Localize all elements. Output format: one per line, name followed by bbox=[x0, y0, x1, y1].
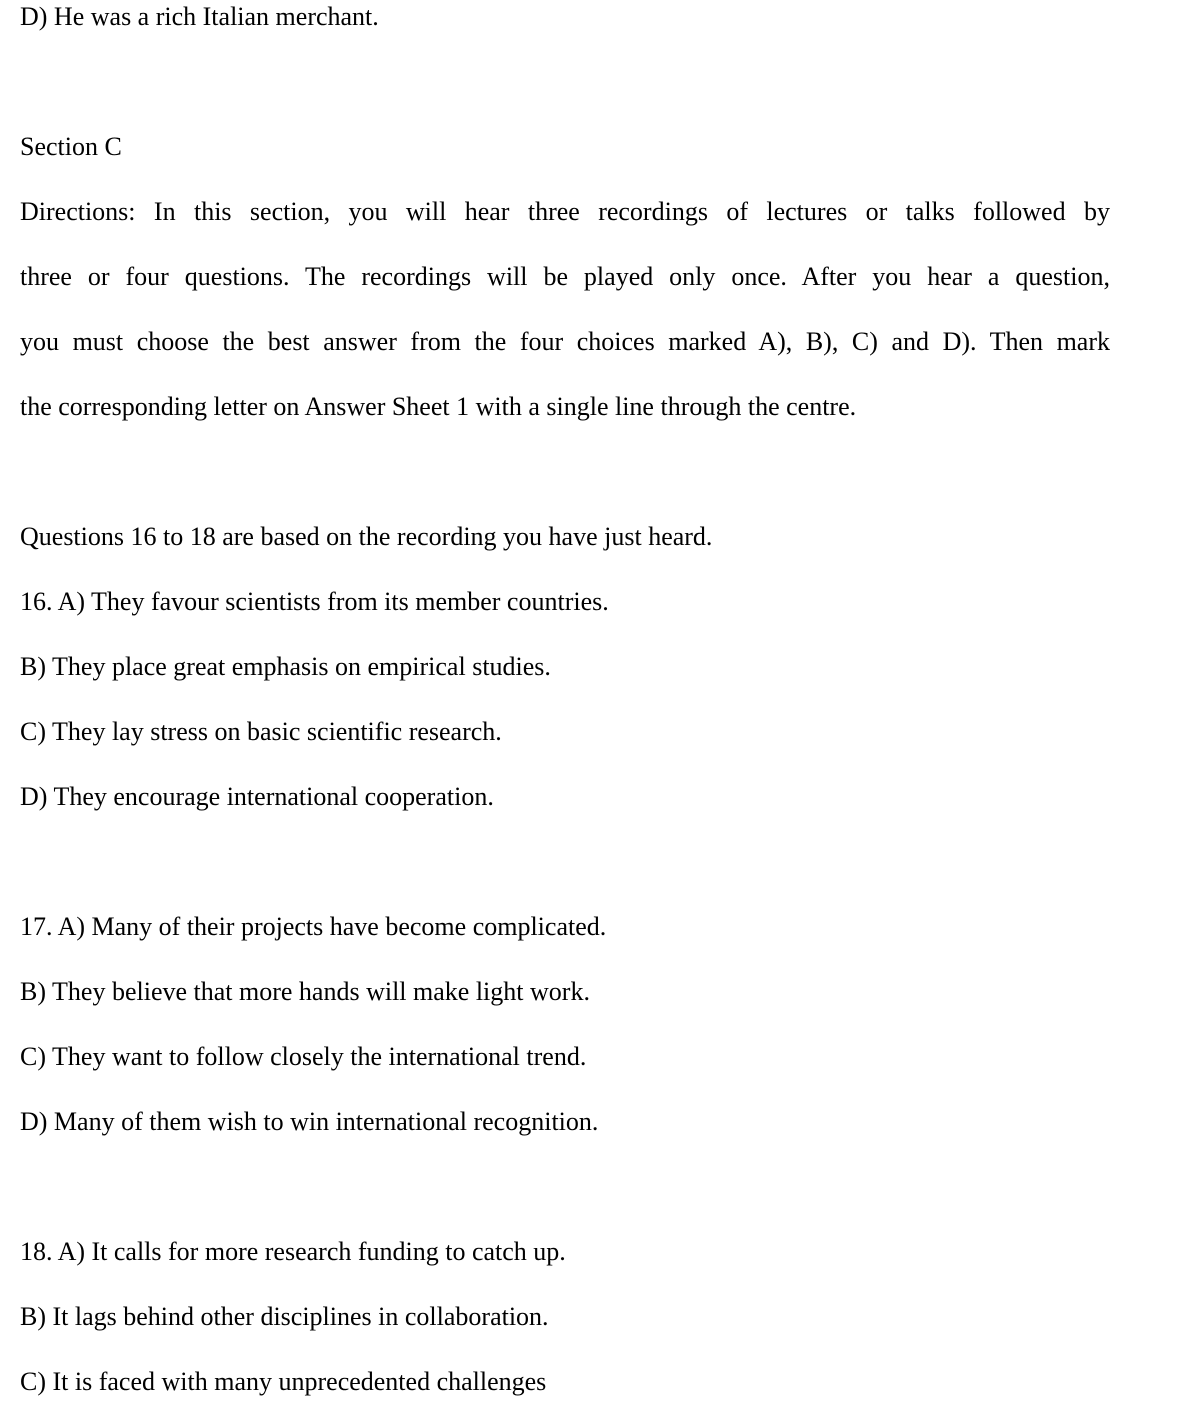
section-title: Section C bbox=[20, 132, 122, 161]
option-a: 16. A) They favour scientists from its member countries. bbox=[20, 587, 609, 616]
questions-intro: Questions 16 to 18 are based on the recording you have just heard. bbox=[20, 522, 713, 551]
option-a: 17. A) Many of their projects have become complicated. bbox=[20, 912, 607, 941]
option-b: B) They place great emphasis on empirical studies. bbox=[20, 652, 551, 681]
directions-line: Directions: In this section, you will hear three recordings of lectures or talks followed by bbox=[20, 197, 1110, 226]
directions-line: you must choose the best answer from the four choices marked A), B), C) and D). Then mark bbox=[20, 327, 1110, 356]
option-c: C) They want to follow closely the international trend. bbox=[20, 1042, 587, 1071]
option-b: B) They believe that more hands will make light work. bbox=[20, 977, 590, 1006]
option-d: D) They encourage international cooperation. bbox=[20, 782, 494, 811]
option-d: D) Many of them wish to win international recognition. bbox=[20, 1107, 599, 1136]
directions-line: three or four questions. The recordings will be played only once. After you hear a question, bbox=[20, 262, 1110, 291]
option-c: C) It is faced with many unprecedented challenges bbox=[20, 1367, 547, 1396]
option-c: C) They lay stress on basic scientific research. bbox=[20, 717, 502, 746]
option-b: B) It lags behind other disciplines in collaboration. bbox=[20, 1302, 549, 1331]
directions-line: the corresponding letter on Answer Sheet 1 with a single line through the centre. bbox=[20, 392, 857, 421]
option-a: 18. A) It calls for more research funding to catch up. bbox=[20, 1237, 566, 1266]
previous-option-d: D) He was a rich Italian merchant. bbox=[20, 2, 379, 31]
